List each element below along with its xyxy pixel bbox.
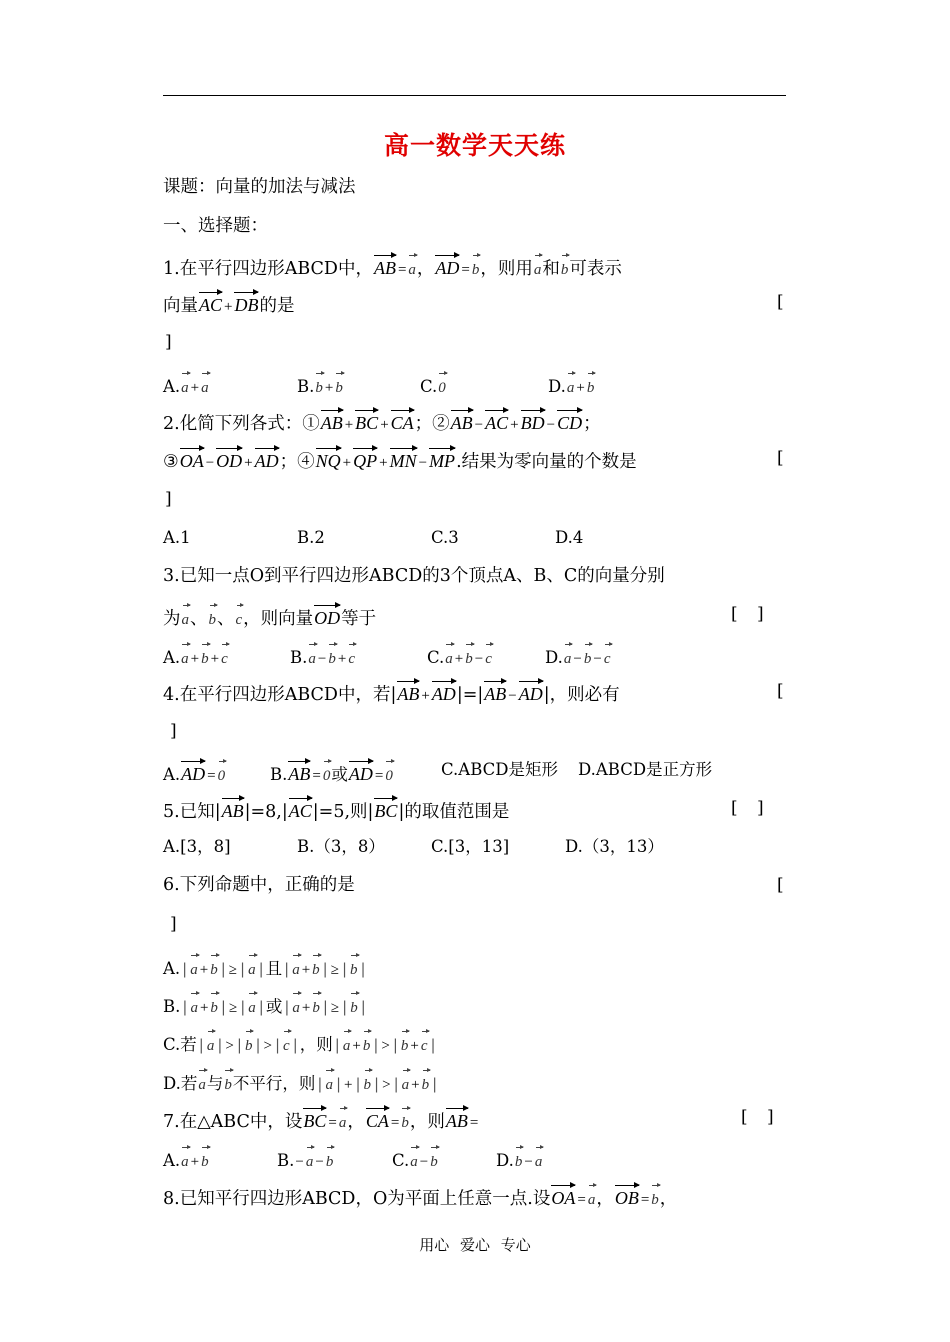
vector-nq: NQ — [316, 446, 341, 473]
q1-option-d: D.a + b — [548, 370, 595, 400]
vector-db: DB — [234, 290, 258, 317]
vector-b: b — [315, 370, 323, 400]
q3-option-d: D.a − b − c — [545, 641, 612, 671]
q3-bracket: [ ] — [731, 604, 764, 624]
vector-b: b — [587, 370, 595, 400]
q7-option-b: B.− a − b — [277, 1144, 334, 1174]
q1-bracket-open: [ — [777, 292, 784, 312]
q2-line2: ③OA − OD + AD；④NQ + QP + MN − MP.结果为零向量的个数是 — [163, 446, 637, 475]
q1-text: 1.在平行四边形ABCD中， — [163, 259, 373, 279]
q6-bracket-close: ] — [170, 914, 177, 934]
q6-option-b: B. | a + b | ≥ | a | 或 | a + b | ≥ | b | — [163, 990, 368, 1020]
q6-line1: 6.下列命题中，正确的是 — [163, 875, 355, 895]
q2-bracket-close: ] — [165, 489, 172, 509]
vector-bd: BD — [521, 408, 545, 435]
q6-option-a: A. | a + b | ≥ | a | 且 | a + b | ≥ | b | — [163, 952, 368, 982]
q6-option-c: C.若 | a | > | b | > | c | ，则 | a + b | > | b + c | — [163, 1028, 438, 1058]
q4-bracket-close: ] — [170, 721, 177, 741]
vector-od: OD — [216, 446, 242, 473]
vector-ca: CA — [391, 408, 414, 435]
vector-mn: MN — [390, 446, 417, 473]
q5-line1: 5.已知|AB|=8,|AC|=5,则|BC|的取值范围是 — [163, 796, 509, 824]
vector-b: b — [335, 370, 343, 400]
vector-mp: MP — [429, 446, 455, 473]
vector-zero: 0 — [438, 370, 446, 400]
q7-option-d: D.b − a — [496, 1144, 543, 1174]
topic-line: 课题：向量的加法与减法 — [163, 177, 356, 197]
q4-bracket-open: [ — [777, 681, 784, 701]
q5-option-d: D.（3，13） — [565, 837, 664, 856]
q3-option-b: B.a − b + c — [290, 641, 356, 671]
q4-option-a: A.AD = 0 — [163, 758, 226, 788]
vector-od: OD — [314, 603, 340, 630]
vector-b: b — [561, 252, 569, 282]
q4-option-b: B.AB = 0或AD = 0 — [270, 758, 394, 788]
q2-option-b: B.2 — [297, 528, 325, 547]
vector-ad: AD — [435, 253, 459, 280]
vector-b: b — [472, 252, 480, 282]
q2-option-a: A.1 — [163, 528, 191, 547]
q5-option-c: C.[3，13] — [431, 837, 510, 856]
q3-line2: 为a、b、c，则向量OD等于 — [163, 602, 376, 632]
q1-text: 可表示 — [569, 259, 622, 279]
q2-bracket-open: [ — [777, 448, 784, 468]
q1-text: 的是 — [259, 296, 295, 316]
vector-ad: AD — [432, 679, 456, 706]
header-rule — [163, 95, 786, 96]
q2-option-d: D.4 — [555, 528, 584, 547]
q2-line1: 2.化简下列各式：①AB + BC + CA；②AB − AC + BD − CD； — [163, 408, 601, 437]
q1-line1: 1.在平行四边形ABCD中，AB = a，AD = b，则用a和b可表示 — [163, 252, 622, 282]
q6-option-d: D.若a与b不平行，则 | a | + | b | > | a + b | — [163, 1067, 439, 1097]
q1-option-b: B.b + b — [297, 370, 344, 400]
vector-a: a — [534, 252, 542, 282]
q4-line1: 4.在平行四边形ABCD中，若|AB + AD|=|AB − AD|，则必有 — [163, 679, 620, 708]
page-title: 高一数学天天练 — [383, 131, 566, 160]
q4-option-c: C.ABCD是矩形 — [441, 760, 558, 779]
q7-option-c: C.a − b — [392, 1144, 439, 1174]
page-footer: 用心 爱心 专心 — [419, 1236, 531, 1254]
q5-bracket: [ ] — [731, 798, 764, 818]
vector-ab: AB — [484, 679, 506, 706]
vector-a: a — [181, 370, 189, 400]
q2-option-c: C.3 — [431, 528, 459, 547]
q1-option-a: A.a + a — [163, 370, 210, 400]
vector-a: a — [567, 370, 575, 400]
vector-oa: OA — [180, 446, 204, 473]
q7-line1: 7.在△ABC中，设BC = a，CA = b，则AB = — [163, 1105, 479, 1135]
vector-c: c — [236, 602, 243, 632]
q7-bracket: [ ] — [741, 1107, 774, 1127]
vector-ac: AC — [485, 408, 508, 435]
vector-ad: AD — [519, 679, 543, 706]
q3-option-c: C.a + b − c — [427, 641, 493, 671]
q1-text: ，则用 — [480, 259, 533, 279]
q1-option-c: C.0 — [420, 370, 447, 400]
vector-a: a — [182, 602, 190, 632]
q1-line2: 向量AC + DB的是 — [163, 290, 294, 319]
q1-text: 向量 — [163, 296, 198, 316]
q6-bracket-open: [ — [777, 875, 784, 895]
vector-ad: AD — [255, 446, 279, 473]
q3-option-a: A.a + b + c — [163, 641, 229, 671]
vector-ab: AB — [451, 408, 473, 435]
q8-line1: 8.已知平行四边形ABCD，O为平面上任意一点.设OA = a，OB = b， — [163, 1182, 677, 1212]
vector-cd: CD — [557, 408, 582, 435]
section-heading: 一、选择题： — [163, 216, 268, 236]
vector-a: a — [408, 252, 416, 282]
vector-a: a — [201, 370, 209, 400]
q5-option-a: A.[3，8] — [163, 837, 231, 856]
q1-text: 和 — [542, 259, 560, 279]
q3-line1: 3.已知一点O到平行四边形ABCD的3个顶点A、B、C的向量分别 — [163, 566, 665, 586]
vector-qp: QP — [353, 446, 377, 473]
vector-ac: AC — [199, 290, 222, 317]
vector-bc: BC — [355, 408, 378, 435]
vector-ab: AB — [321, 408, 343, 435]
q7-option-a: A.a + b — [163, 1144, 210, 1174]
q1-bracket-close: ] — [165, 332, 172, 352]
q5-option-b: B.（3，8） — [297, 837, 385, 856]
vector-ab: AB — [374, 253, 396, 280]
q4-option-d: D.ABCD是正方形 — [578, 760, 713, 779]
vector-b: b — [209, 602, 217, 632]
vector-ab: AB — [397, 679, 419, 706]
